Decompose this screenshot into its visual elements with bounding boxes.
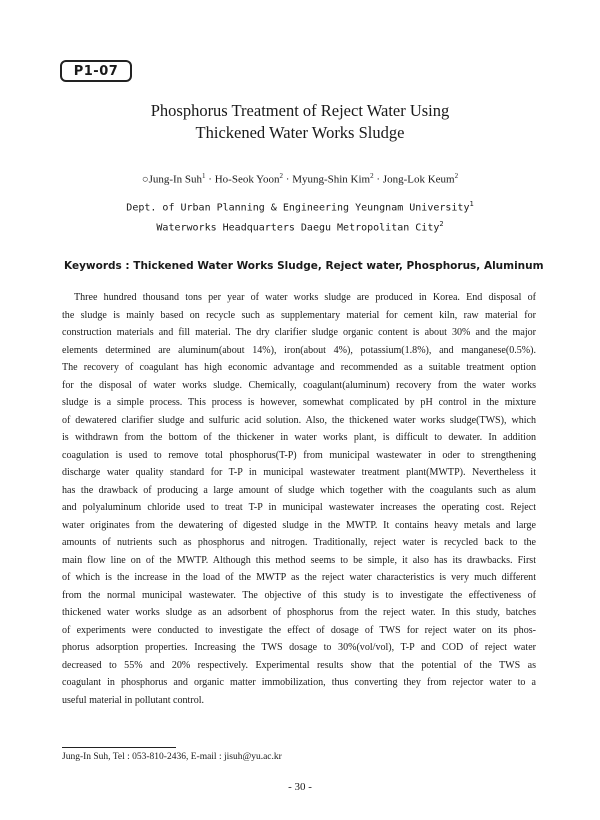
abstract-line: main flow line on of the MWTP. Although this method seems to be simple, it also has its drawbacks. First <box>62 554 536 566</box>
abstract-line: phorus adsorption properties. Increasing the TWS dosage to 30%(vol/vol), T-P and COD of reject water <box>62 642 536 653</box>
abstract-line: of experiments were conducted to investigate the effect of dosage of TWS for reject water on its phos- <box>62 624 536 636</box>
abstract-line: coagulation is used to remove total phosphorus(T-P) from municipal wastewater in oder to strengthening <box>62 449 536 461</box>
abstract-line: of dewatered clarifier sludge and sulfuric acid solution. Also, the thickened water works sludge(TWS), which <box>62 414 536 426</box>
abstract-line: and polyaluminum chloride used to treat T-P in municipal wastewater increases the operating cost. Reject <box>62 502 536 513</box>
author-name: Jong-Lok Keum <box>382 173 455 186</box>
abstract-line: amounts of nutrients such as phosphorus and nitrogen. Traditionally, reject water is recycled back to the <box>62 537 536 548</box>
abstract-line: elements determined are aluminum(about 14%), iron(about 4%), potassium(1.8%), and manganese(0.5%). <box>62 344 536 356</box>
footnote-divider <box>62 747 176 748</box>
abstract-line: of which is the increase in the load of the MWTP as the reject water characteristics is very much different <box>62 572 536 583</box>
author-separator: · <box>285 173 290 186</box>
affiliation-line: Dept. of Urban Planning & Engineering Yeungnam University$^1$ <box>126 200 474 214</box>
abstract-line: is withdrawn from the bottom of the thickener in water works plant, is difficult to dewater. In addition <box>62 432 536 443</box>
author-affiliation-sup: 2 <box>279 172 284 180</box>
abstract-line: thickened water works sludge as an adsorbent of phosphorus from the reject water. In this study, batches <box>62 607 536 618</box>
abstract-line: useful material in pollutant control. <box>62 694 205 706</box>
abstract-line: coagulant in phosphorus and organic matter immobilization, thus converting they from rejector water to a <box>62 677 536 688</box>
abstract-line: sludge is a simple process. This process is however, somewhat complicated by pH control in the mixture <box>62 397 536 408</box>
abstract-line: from the normal municipal wastewater. The objective of this study is to investigate the effectiveness of <box>62 589 536 601</box>
abstract-line: decreased to 55% and 20% respectively. Experimental results show that the potential of the TWS as <box>62 659 536 671</box>
page-number: - 30 - <box>288 781 312 793</box>
abstract-line: has the drawback of producing a large amount of sludge which together with the coagulants such as alum <box>62 484 536 496</box>
author-affiliation-sup: 2 <box>454 172 459 180</box>
title-line-2: Thickened Water Works Sludge <box>195 123 405 142</box>
author-affiliation-sup: 2 <box>370 172 374 180</box>
affiliation-line: Waterworks Headquarters Daegu Metropolitan City$^2$ <box>156 220 444 234</box>
abstract-line: Three hundred thousand tons per year of water works sludge are produced in Korea. End disposal of <box>74 292 536 303</box>
abstract-line: the sludge is mainly based on recycle such as supplementary material for cement kiln, raw material for <box>62 309 536 321</box>
author-name: Myung-Shin Kim <box>292 173 371 186</box>
affiliations <box>0 196 600 237</box>
author-name: Ho-Seok Yoon <box>214 173 280 186</box>
abstract-line: construction materials and fill material. The dry clarifier sludge organic content is about 30% and the major <box>62 327 536 338</box>
presenter-mark-icon: ○ <box>141 173 149 186</box>
title-line-1: Phosphorus Treatment of Reject Water Using <box>150 101 450 120</box>
author-list <box>0 172 600 186</box>
author-affiliation-sup: 1 <box>202 172 206 180</box>
author-separator: · <box>376 173 381 186</box>
paper-title <box>0 100 600 144</box>
footnote-contact: Jung-In Suh, Tel : 053-810-2436, E-mail : jisuh@yu.ac.kr <box>62 752 282 762</box>
abstract-line: The recovery of coagulant has high economic advantage and recommended as a suitable treatment option <box>62 362 536 373</box>
abstract-body <box>62 289 536 709</box>
keywords: Keywords : Thickened Water Works Sludge, Reject water, Phosphorus, Aluminum <box>64 260 544 272</box>
abstract-line: water originates from the dewatering of digested sludge in the MWTP. It contains heavy metals and large <box>62 519 536 531</box>
abstract-line: discharge water quality standard for T-P in municipal wastewater treatment plant(MWTP). Nevertheless it <box>62 467 536 478</box>
author-name: Jung-In Suh <box>148 173 203 186</box>
session-badge: P1-07 <box>60 60 132 82</box>
author-separator: · <box>208 173 212 186</box>
abstract-line: for the disposal of water works sludge. Chemically, coagulant(aluminum) recovery from the water works <box>62 379 536 391</box>
